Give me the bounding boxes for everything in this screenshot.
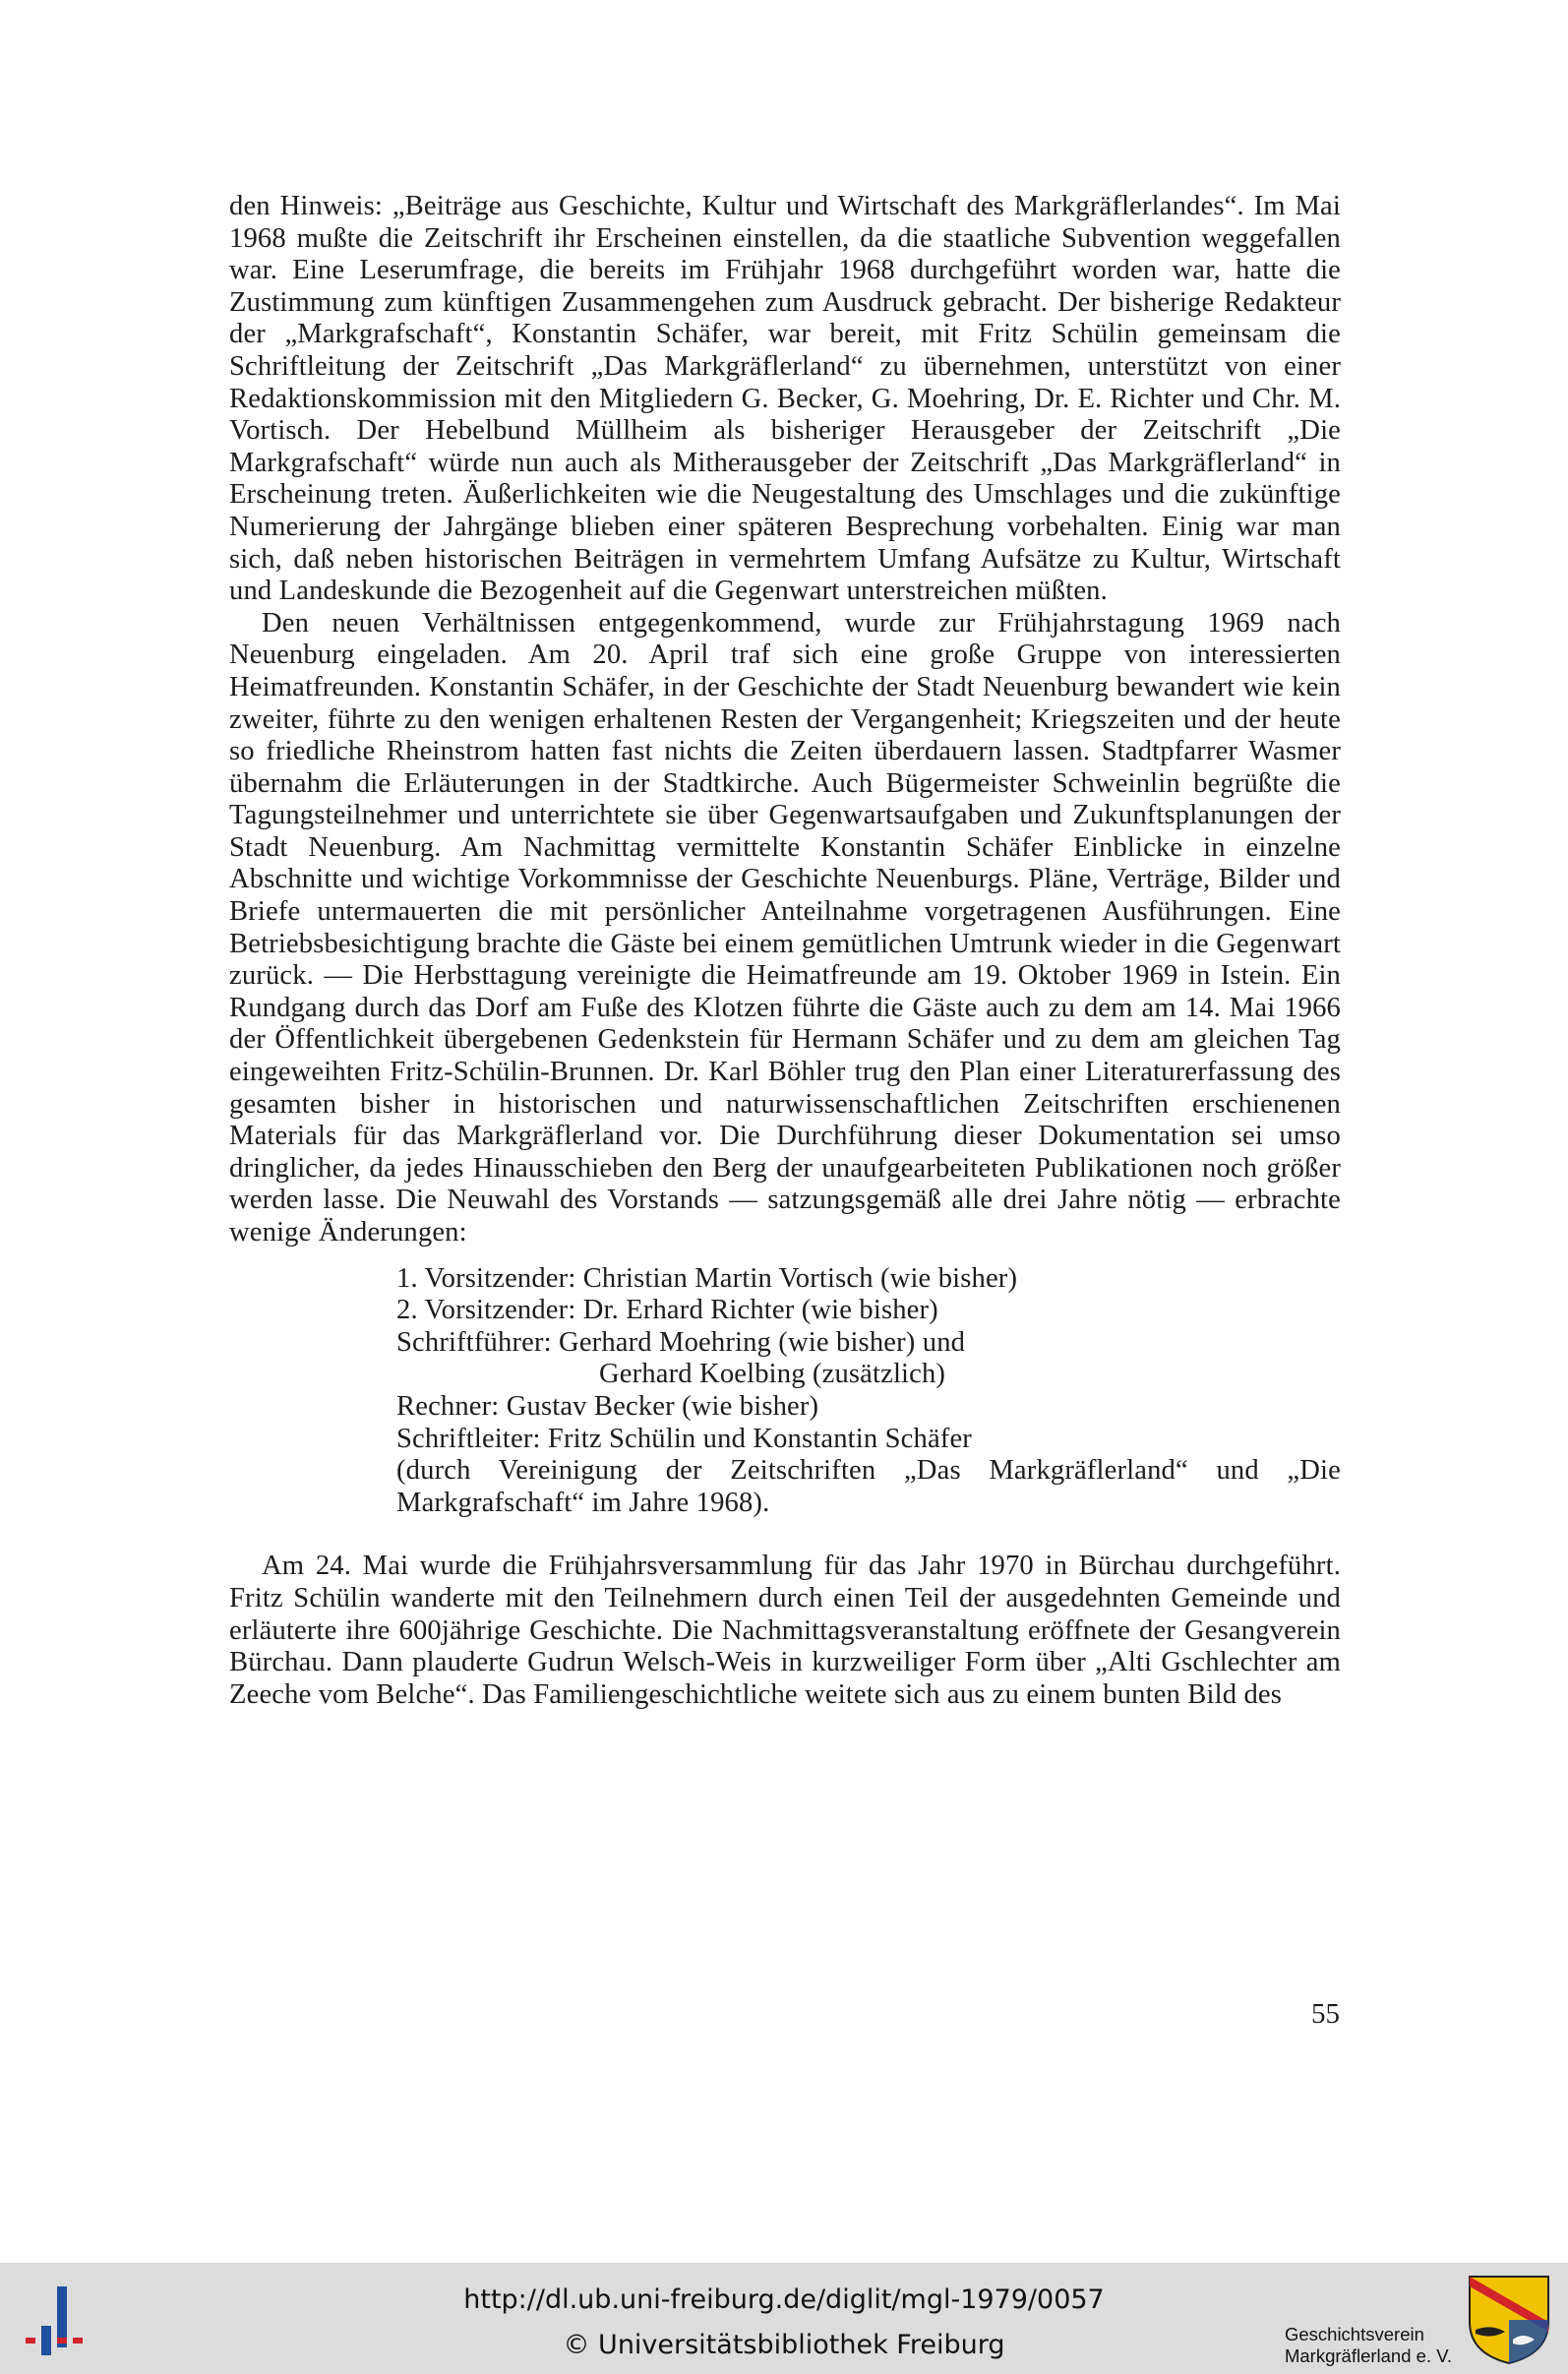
footer-bar bbox=[0, 2263, 1568, 2374]
society-name-line-2: Markgräflerland e. V. bbox=[1284, 2345, 1452, 2366]
board-list bbox=[396, 1263, 1341, 1520]
board-item-editor: Schriftleiter: Fritz Schülin und Konstantin Schäfer bbox=[396, 1423, 972, 1454]
document-body bbox=[229, 191, 1341, 1711]
society-name-line-1: Geschichtsverein bbox=[1284, 2324, 1424, 2344]
paragraph-1: den Hinweis: „Beiträge aus Geschichte, Kultur und Wirtschaft des Markgräflerlandes“. Im Mai 1968 mußte die Zeitschrift ihr Erscheinen einstellen, da die staatliche Subvention weggefallen war. Eine Leserumfrage, die bereits im Frühjahr 1968 durchgeführt worden war, hatte die Zustimmung zum künftigen Zusammengehen zum Ausdruck gebracht. Der bisherige Redakteur der „Markgrafschaft“, Konstantin Schäfer, war bereit, mit Fritz Schülin gemeinsam die Schriftleitung der Zeitschrift „Das Markgräflerland“ zu übernehmen, unterstützt von einer Redaktionskommission mit den Mitgliedern G. Becker, G. Moehring, Dr. E. Richter und Chr. M. Vortisch. Der Hebelbund Müllheim als bisheriger Herausgeber der Zeitschrift „Die Markgrafschaft“ würde nun auch als Mitherausgeber der Zeitschrift „Das Markgräflerland“ in Erscheinung treten. Äußerlichkeiten wie die Neugestaltung des Umschlages und die zukünftige Numerierung der Jahrgänge blieben einer späteren Besprechung vorbehalten. Einig war man sich, daß neben historischen Beiträgen in vermehrtem Umfang Aufsätze zu Kultur, Wirtschaft und Landeskunde die Bezogenheit auf die Gegenwart unterstreichen müßten. bbox=[229, 191, 1341, 607]
society-name bbox=[1285, 2324, 1452, 2367]
board-item-note: (durch Vereinigung der Zeitschriften „Das Markgräflerland“ und „Die Markgrafschaft“ im Jahre 1968). bbox=[396, 1455, 1341, 1518]
paragraph-3: Am 24. Mai wurde die Frühjahrsversammlung für das Jahr 1970 in Bürchau durchgeführt. Fritz Schülin wanderte mit den Teilnehmern durch einen Teil der ausgedehnten Gemeinde und erläuterte ihre 600jährige Geschichte. Die Nachmittagsveranstaltung eröffnete der Gesangverein Bürchau. Dann plauderte Gudrun Welsch-Weis in kurzweiliger Form über „Alti Gschlechter am Zeeche vom Belche“. Das Familiengeschichtliche weitete sich aus zu einem bunten Bild des bbox=[229, 1551, 1341, 1710]
page-number: 55 bbox=[1311, 1998, 1340, 2030]
board-item-secretary: Schriftführer: Gerhard Moehring (wie bisher) und bbox=[396, 1326, 966, 1358]
coat-of-arms-icon bbox=[1462, 2271, 1556, 2367]
board-item-chair-1: 1. Vorsitzender: Christian Martin Vortisch (wie bisher) bbox=[396, 1262, 1018, 1294]
footer-url-link[interactable]: http://dl.ub.uni-freiburg.de/diglit/mgl-1979/0057 bbox=[463, 2284, 1105, 2315]
board-item-treasurer: Rechner: Gustav Becker (wie bisher) bbox=[396, 1390, 819, 1422]
footer-copyright: © Universitätsbibliothek Freiburg bbox=[563, 2330, 1005, 2360]
paragraph-2: Den neuen Verhältnissen entgegenkommend, wurde zur Frühjahrstagung 1969 nach Neuenburg eingeladen. Am 20. April traf sich eine große Gruppe von interessierten Heimatfreunden. Konstantin Schäfer, in der Geschichte der Stadt Neuenburg bewandert wie kein zweiter, führte zu den wenigen erhaltenen Resten der Vergangenheit; Kriegszeiten und der heute so friedliche Rheinstrom hatten fast nichts die Zeiten überdauern lassen. Stadtpfarrer Wasmer übernahm die Erläuterungen in der Stadtkirche. Auch Bügermeister Schweinlin begrüßte die Tagungsteilnehmer und unterrichtete sie über Gegenwartsaufgaben und Zukunftsplanungen der Stadt Neuenburg. Am Nachmittag vermittelte Konstantin Schäfer Einblicke in einzelne Abschnitte und wichtige Vorkommnisse der Geschichte Neuenburgs. Pläne, Verträge, Bilder und Briefe untermauerten die mit persönlicher Anteilnahme vorgetragenen Ausführungen. Eine Betriebsbesichtigung brachte die Gäste bei einem gemütlichen Umtrunk wieder in die Gegenwart zurück. — Die Herbsttagung vereinigte die Heimatfreunde am 19. Oktober 1969 in Istein. Ein Rundgang durch das Dorf am Fuße des Klotzen führte die Gäste auch zu dem am 14. Mai 1966 der Öffentlichkeit übergebenen Gedenkstein für Hermann Schäfer und zu dem am gleichen Tag eingeweihten Fritz-Schülin-Brunnen. Dr. Karl Böhler trug den Plan einer Literaturerfassung des gesamten bisher in historischen und naturwissenschaftlichen Zeitschriften erschienenen Materials für das Markgräflerland vor. Die Durchführung dieser Dokumentation sei umso dringlicher, da jedes Hinausschieben den Berg der unaufgearbeiteten Publikationen noch größer werden lasse. Die Neuwahl des Vorstands — satzungsgemäß alle drei Jahre nötig — erbrachte wenige Änderungen: bbox=[229, 607, 1341, 1248]
board-item-secretary-cont: Gerhard Koelbing (zusätzlich) bbox=[599, 1359, 946, 1390]
board-item-chair-2: 2. Vorsitzender: Dr. Erhard Richter (wie bisher) bbox=[396, 1295, 938, 1326]
